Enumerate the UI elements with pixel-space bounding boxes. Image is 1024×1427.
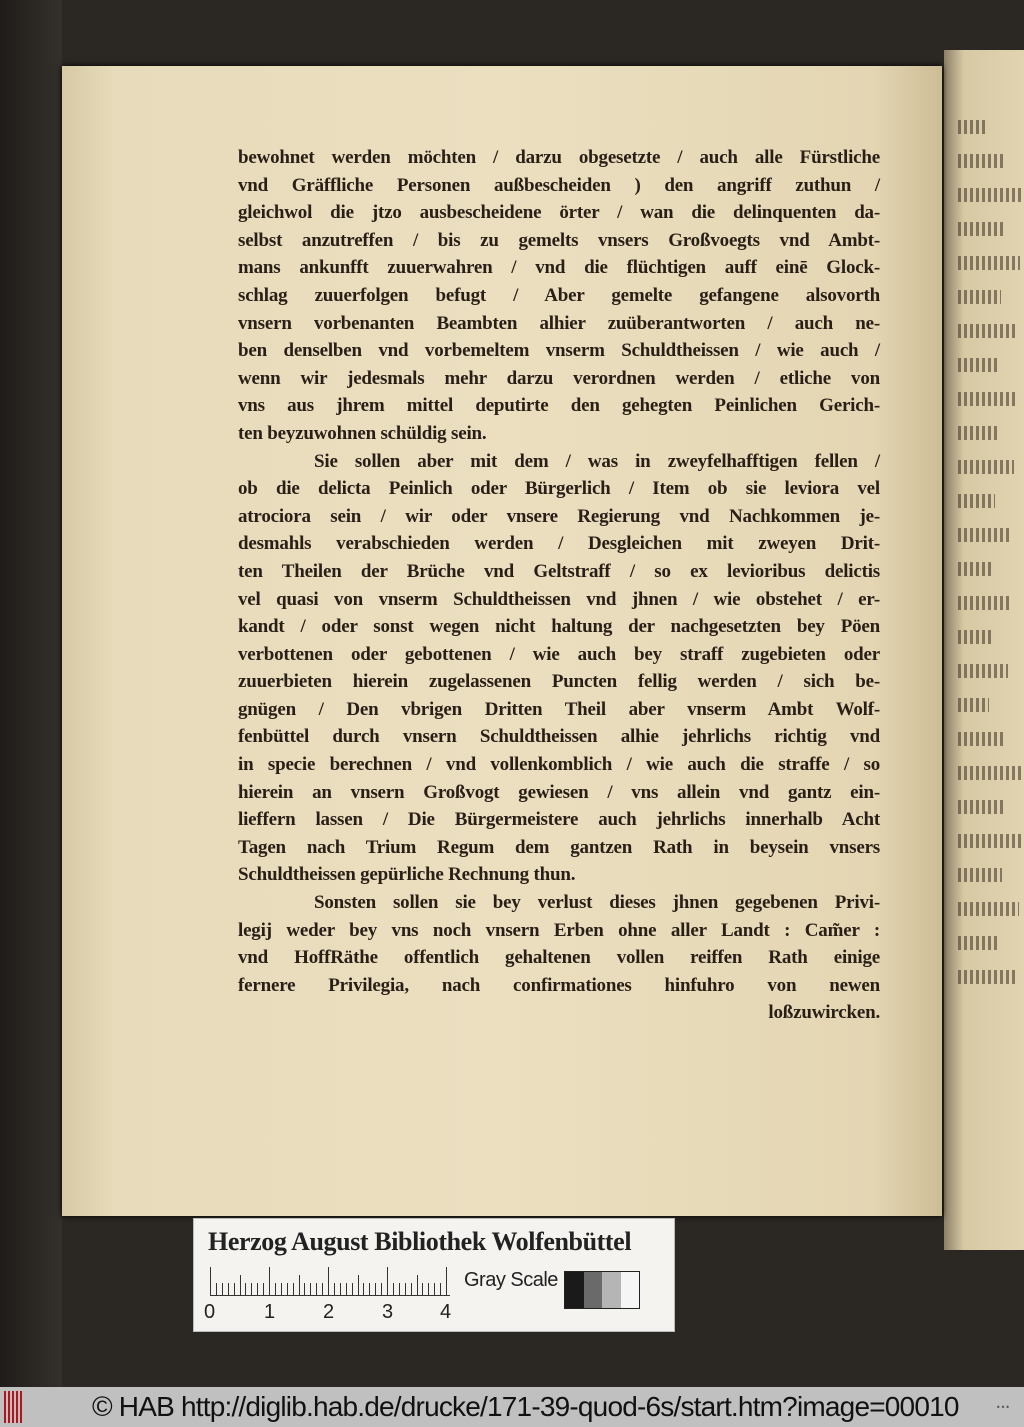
page-text (238, 144, 880, 1027)
text-line: ten beyzuwohnen schüldig sein. (238, 422, 487, 444)
facing-page-text-fragment (958, 256, 1020, 270)
ruler-tick (358, 1275, 359, 1295)
ruler-tick (245, 1283, 246, 1295)
ruler-tick (251, 1283, 252, 1295)
text-line: Tagen nach Trium Regum dem gantzen Rath in beysein vnsers (238, 836, 880, 858)
ruler-tick (240, 1275, 241, 1295)
ruler-number: 3 (382, 1301, 394, 1323)
library-name: Herzog August Bibliothek Wolfenbüttel (208, 1227, 632, 1256)
copyright-url[interactable]: © HAB http://diglib.hab.de/drucke/171-39-quod-6s/start.htm?image=00010 (92, 1391, 959, 1422)
facing-page-text-fragment (958, 596, 1010, 610)
facing-page-text-fragment (958, 630, 991, 644)
facing-page-text-fragment (958, 494, 995, 508)
text-line: vnsern vorbenanten Beambten alhier zuüberantworten / auch ne- (238, 312, 880, 334)
ruler-tick (340, 1283, 341, 1295)
facing-page-text-fragment (958, 222, 1003, 236)
ruler-number: 4 (440, 1301, 452, 1323)
ruler-tick (411, 1283, 412, 1295)
text-line: vnd Gräffliche Personen außbescheiden ) den angriff zuthun / (238, 174, 880, 196)
ruler-tick (369, 1283, 370, 1295)
facing-page-text-fragment (958, 426, 997, 440)
ruler-tick (210, 1267, 211, 1295)
text-line: loßzuwircken. (768, 1002, 880, 1024)
ruler-tick (387, 1267, 388, 1295)
facing-page-text-fragment (958, 324, 1018, 338)
ruler-tick (363, 1283, 364, 1295)
facing-page-text-fragment (958, 562, 993, 576)
facing-page-text-fragment (958, 358, 999, 372)
text-line: wenn wir jedesmals mehr darzu verordnen werden / etliche von (238, 367, 880, 389)
ruler-tick (216, 1283, 217, 1295)
ruler-tick (399, 1283, 400, 1295)
ruler-tick (334, 1283, 335, 1295)
text-line: zuuerbieten hierein zugelassenen Puncten fellig werden / sich be- (238, 671, 880, 693)
gray-swatch (621, 1272, 640, 1308)
gray-swatch (584, 1272, 603, 1308)
text-line: Sie sollen aber mit dem / was in zweyfelhafftigen fellen / (314, 450, 880, 472)
facing-page-text-fragment (958, 970, 1017, 984)
facing-page-text-fragment (958, 188, 1022, 202)
ruler-tick (269, 1267, 270, 1295)
ruler-tick (293, 1283, 294, 1295)
ruler-tick (222, 1283, 223, 1295)
text-line: schlag zuuerfolgen befugt / Aber gemelte gefangene alsovorth (238, 284, 880, 306)
facing-page-text-fragment (958, 392, 1016, 406)
ruler-tick (434, 1283, 435, 1295)
ruler-tick (393, 1283, 394, 1295)
ruler-tick (346, 1283, 347, 1295)
footer-bar (0, 1387, 1024, 1427)
facing-page-text-fragment (958, 290, 1001, 304)
text-line: fernere Privilegia, nach confirmationes hinfuhro von newen (238, 974, 880, 996)
text-line: vns aus jhrem mittel deputirte den gehegten Peinlichen Gerich- (238, 395, 880, 417)
ruler-tick (417, 1275, 418, 1295)
facing-page-text-fragment (958, 698, 989, 712)
text-line: ob die delicta Peinlich oder Bürgerlich / Item ob sie leviora vel (238, 478, 880, 500)
text-line: ben denselben vnd vorbemeltem vnserm Schuldtheissen / wie auch / (238, 340, 880, 362)
menu-dots-icon[interactable]: ••• (995, 1403, 1010, 1412)
ruler-tick (234, 1283, 235, 1295)
ruler-tick (310, 1283, 311, 1295)
text-line: Sonsten sollen sie bey verlust dieses jhnen gegebenen Privi- (314, 892, 880, 914)
facing-page-text-fragment (958, 528, 1012, 542)
gray-swatch (602, 1272, 621, 1308)
ruler-tick (352, 1283, 353, 1295)
ruler-tick (322, 1283, 323, 1295)
gray-scale-label: Gray Scale (464, 1269, 558, 1291)
ruler-tick (299, 1275, 300, 1295)
ruler-tick (287, 1283, 288, 1295)
text-line: mans ankunfft zuuerwahren / vnd die flüchtigen auff einē Glock- (238, 257, 880, 279)
text-line: verbottenen oder gebottenen / wie auch bey straff zugebieten oder (238, 643, 880, 665)
ruler-number: 0 (204, 1301, 216, 1323)
text-line: gnügen / Den vbrigen Dritten Theil aber vnserm Ambt Wolf- (238, 698, 880, 720)
ruler-tick (446, 1267, 447, 1295)
ruler-tick (440, 1283, 441, 1295)
gray-scale-swatches (564, 1271, 640, 1309)
ruler-tick (316, 1283, 317, 1295)
text-line: kandt / oder sonst wegen nicht haltung der nachgesetzten bey Pöen (238, 616, 880, 638)
ruler-tick (381, 1283, 382, 1295)
text-line: vnd HoffRäthe offentlich gehaltenen vollen reiffen Rath einige (238, 947, 880, 969)
facing-page-text-fragment (958, 664, 1008, 678)
color-calibration-card (193, 1218, 675, 1332)
facing-page-edge (944, 50, 1024, 1250)
text-line: lieffern lassen / Die Bürgermeistere auch jehrlichs innerhalb Acht (238, 809, 880, 831)
ruler-number: 1 (264, 1301, 276, 1323)
text-line: desmahls verabschieden werden / Desgleichen mit zweyen Drit- (238, 533, 880, 555)
ruler-tick (281, 1283, 282, 1295)
text-line: Schuldtheissen gepürliche Rechnung thun. (238, 864, 576, 886)
ruler-number: 2 (323, 1301, 335, 1323)
text-line: bewohnet werden möchten / darzu obgesetzte / auch alle Fürstliche (238, 147, 880, 168)
facing-page-text-fragment (958, 936, 1000, 950)
facing-page-text-fragment (958, 868, 1002, 882)
gray-swatch (565, 1272, 584, 1308)
facing-page-text-fragment (958, 120, 988, 134)
text-line: legij weder bey vns noch vnsern Erben ohne aller Landt : Cam̃er : (238, 919, 880, 941)
text-line: hierein an vnsern Großvogt gewiesen / vns allein vnd gantz ein- (238, 781, 880, 803)
ruler-tick (422, 1283, 423, 1295)
text-line: gleichwol die jtzo ausbescheidene örter / wan die delinquenten da- (238, 202, 880, 224)
ruler-tick (263, 1283, 264, 1295)
facing-page-text-fragment (958, 732, 1006, 746)
ruler-tick (304, 1283, 305, 1295)
facing-page-text-fragment (958, 800, 1004, 814)
ruler-tick (375, 1283, 376, 1295)
text-line: in specie berechnen / vnd vollenkomblich / wie auch die straffe / so (238, 754, 880, 776)
text-line: atrociora sein / wir oder vnsere Regierung vnd Nachkommen je- (238, 505, 880, 527)
text-line: vel quasi von vnserm Schuldtheissen vnd jhnen / wie obstehet / er- (238, 588, 880, 610)
text-line: ten Theilen der Brüche vnd Geltstraff / so ex levioribus delictis (238, 560, 880, 582)
hab-logo-icon (4, 1391, 24, 1423)
centimeter-ruler (210, 1267, 450, 1296)
ruler-tick (428, 1283, 429, 1295)
ruler-tick (328, 1267, 329, 1295)
scan-background (0, 0, 62, 1387)
facing-page-text-fragment (958, 902, 1019, 916)
facing-page-text-fragment (958, 834, 1021, 848)
facing-page-text-fragment (958, 154, 1005, 168)
ruler-tick (257, 1283, 258, 1295)
facing-page-text-fragment (958, 460, 1014, 474)
facing-page-text-fragment (958, 766, 1023, 780)
ruler-tick (405, 1283, 406, 1295)
ruler-tick (228, 1283, 229, 1295)
text-line: fenbüttel durch vnsern Schuldtheissen alhie jehrlichs richtig vnd (238, 726, 880, 748)
ruler-tick (275, 1283, 276, 1295)
text-line: selbst anzutreffen / bis zu gemelts vnsers Großvoegts vnd Ambt- (238, 229, 880, 251)
